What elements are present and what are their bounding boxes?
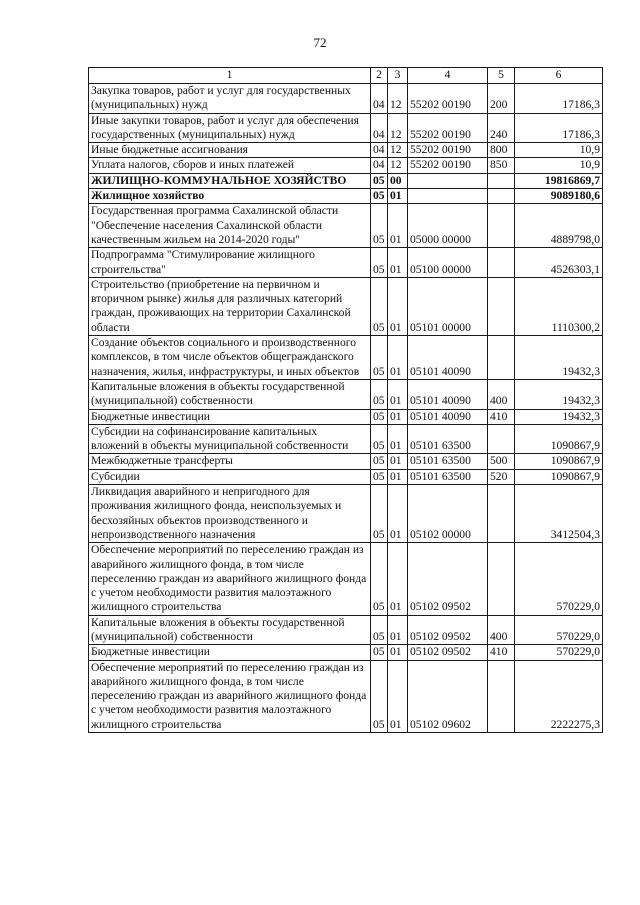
page-number: 72 [313,35,327,50]
row-section-cell: 05 [371,336,388,380]
row-amount-cell: 10,9 [515,143,603,158]
row-section-cell: 05 [371,660,388,732]
row-name-cell: Строительство (приобретение на первичном и вторичном рынке) жилья для различных категорий граждан, проживающих на территории Сахалинской области [89,277,371,335]
row-section-cell: 05 [371,248,388,278]
row-amount-cell: 1090867,9 [515,454,603,469]
row-amount-cell: 570229,0 [515,645,603,660]
row-subsection-cell: 01 [388,485,408,543]
row-section-cell: 05 [371,469,388,484]
row-amount-cell: 4889798,0 [515,204,603,248]
column-header-4: 4 [408,68,488,84]
row-amount-cell: 1110300,2 [515,277,603,335]
row-target-article-cell: 55202 00190 [408,113,488,143]
row-subsection-cell: 01 [388,615,408,645]
table-row [89,485,603,543]
row-subsection-cell: 01 [388,454,408,469]
row-name-cell: Ликвидация аварийного и непригодного для проживания жилищного фонда, неиспользуемых и бесхозяйных объектов производственного и непроизводственного назначения [89,485,371,543]
row-target-article-cell: 05101 40090 [408,409,488,424]
row-expense-type-cell: 240 [488,113,515,143]
row-section-cell: 05 [371,485,388,543]
column-header-3: 3 [388,68,408,84]
column-header-6: 6 [515,68,603,84]
row-name-cell: Бюджетные инвестиции [89,645,371,660]
row-amount-cell: 19432,3 [515,336,603,380]
column-header-1: 1 [89,68,371,84]
table-row [89,645,603,660]
row-subsection-cell: 12 [388,113,408,143]
table-row [89,379,603,409]
row-amount-cell: 1090867,9 [515,469,603,484]
row-section-cell: 05 [371,189,388,204]
row-amount-cell: 2222275,3 [515,660,603,732]
row-section-cell: 05 [371,173,388,188]
row-target-article-cell: 05101 63500 [408,469,488,484]
row-section-cell: 05 [371,615,388,645]
row-section-cell: 05 [371,277,388,335]
row-name-cell: Обеспечение мероприятий по переселению граждан из аварийного жилищного фонда, в том числе переселению граждан из аварийного жилищного фонда с учетом необходимости развития малоэтажного жилищного строительства [89,660,371,732]
row-name-cell: Государственная программа Сахалинской области "Обеспечение населения Сахалинской области качественным жильем на 2014-2020 годы" [89,204,371,248]
row-amount-cell: 570229,0 [515,615,603,645]
row-name-cell: Капитальные вложения в объекты государственной (муниципальной) собственности [89,615,371,645]
row-name-cell: ЖИЛИЩНО-КОММУНАЛЬНОЕ ХОЗЯЙСТВО [89,173,371,188]
row-amount-cell: 19432,3 [515,379,603,409]
row-target-article-cell: 05000 00000 [408,204,488,248]
row-section-cell: 05 [371,409,388,424]
row-expense-type-cell: 800 [488,143,515,158]
row-subsection-cell: 12 [388,84,408,114]
table-row [89,660,603,732]
row-subsection-cell: 01 [388,336,408,380]
row-expense-type-cell: 400 [488,615,515,645]
row-target-article-cell: 55202 00190 [408,84,488,114]
row-target-article-cell: 05102 09502 [408,543,488,615]
table-row [89,204,603,248]
table-row [89,277,603,335]
row-subsection-cell: 12 [388,158,408,173]
row-subsection-cell: 01 [388,277,408,335]
row-name-cell: Бюджетные инвестиции [89,409,371,424]
row-subsection-cell: 01 [388,248,408,278]
row-name-cell: Закупка товаров, работ и услуг для государственных (муниципальных) нужд [89,84,371,114]
row-subsection-cell: 12 [388,143,408,158]
row-expense-type-cell: 200 [488,84,515,114]
table-row [89,424,603,454]
column-header-5: 5 [488,68,515,84]
row-target-article-cell: 05101 40090 [408,336,488,380]
row-expense-type-cell: 850 [488,158,515,173]
row-expense-type-cell [488,248,515,278]
row-amount-cell: 9089180,6 [515,189,603,204]
table-header-row [89,68,603,84]
row-expense-type-cell: 410 [488,645,515,660]
row-name-cell: Субсидии на софинансирование капитальных вложений в объекты муниципальной собственности [89,424,371,454]
row-expense-type-cell [488,485,515,543]
row-subsection-cell: 01 [388,424,408,454]
row-target-article-cell: 05101 63500 [408,454,488,469]
row-name-cell: Иные закупки товаров, работ и услуг для обеспечения государственных (муниципальных) нужд [89,113,371,143]
row-amount-cell: 3412504,3 [515,485,603,543]
row-name-cell: Иные бюджетные ассигнования [89,143,371,158]
row-target-article-cell: 05102 09502 [408,615,488,645]
row-subsection-cell: 01 [388,660,408,732]
table-row [89,173,603,188]
table-row [89,469,603,484]
row-target-article-cell: 05101 00000 [408,277,488,335]
row-section-cell: 05 [371,424,388,454]
row-name-cell: Подпрограмма "Стимулирование жилищного строительства" [89,248,371,278]
row-name-cell: Субсидии [89,469,371,484]
table-row [89,336,603,380]
row-target-article-cell: 05102 00000 [408,485,488,543]
row-target-article-cell: 05102 09602 [408,660,488,732]
table-row [89,615,603,645]
table-row [89,113,603,143]
row-name-cell: Капитальные вложения в объекты государственной (муниципальной) собственности [89,379,371,409]
table-row [89,158,603,173]
row-expense-type-cell [488,543,515,615]
row-subsection-cell: 01 [388,543,408,615]
row-subsection-cell: 01 [388,379,408,409]
table-row [89,409,603,424]
row-expense-type-cell [488,336,515,380]
row-amount-cell: 17186,3 [515,113,603,143]
row-amount-cell: 17186,3 [515,84,603,114]
row-amount-cell: 4526303,1 [515,248,603,278]
budget-table [88,67,603,733]
table-row [89,248,603,278]
row-expense-type-cell [488,424,515,454]
table-row [89,84,603,114]
row-expense-type-cell: 500 [488,454,515,469]
row-target-article-cell: 55202 00190 [408,143,488,158]
row-subsection-cell: 01 [388,409,408,424]
row-expense-type-cell [488,173,515,188]
row-expense-type-cell [488,189,515,204]
row-subsection-cell: 01 [388,204,408,248]
row-section-cell: 05 [371,204,388,248]
row-amount-cell: 19816869,7 [515,173,603,188]
row-subsection-cell: 01 [388,189,408,204]
row-subsection-cell: 01 [388,645,408,660]
row-expense-type-cell: 520 [488,469,515,484]
row-amount-cell: 570229,0 [515,543,603,615]
row-section-cell: 05 [371,379,388,409]
row-name-cell: Жилищное хозяйство [89,189,371,204]
table-row [89,454,603,469]
table-body [89,84,603,733]
table-row [89,143,603,158]
row-section-cell: 04 [371,113,388,143]
row-section-cell: 05 [371,543,388,615]
row-name-cell: Обеспечение мероприятий по переселению граждан из аварийного жилищного фонда, в том числе переселению граждан из аварийного жилищного фонда с учетом необходимости развития малоэтажного жилищного строительства [89,543,371,615]
column-header-2: 2 [371,68,388,84]
row-target-article-cell [408,173,488,188]
row-amount-cell: 19432,3 [515,409,603,424]
row-target-article-cell [408,189,488,204]
row-subsection-cell: 00 [388,173,408,188]
row-expense-type-cell [488,660,515,732]
row-target-article-cell: 05100 00000 [408,248,488,278]
row-amount-cell: 10,9 [515,158,603,173]
table-row [89,189,603,204]
row-target-article-cell: 05101 40090 [408,379,488,409]
row-expense-type-cell [488,277,515,335]
row-target-article-cell: 05101 63500 [408,424,488,454]
row-amount-cell: 1090867,9 [515,424,603,454]
row-expense-type-cell [488,204,515,248]
row-expense-type-cell: 400 [488,379,515,409]
row-section-cell: 04 [371,158,388,173]
row-target-article-cell: 05102 09502 [408,645,488,660]
row-subsection-cell: 01 [388,469,408,484]
row-target-article-cell: 55202 00190 [408,158,488,173]
row-section-cell: 04 [371,143,388,158]
row-name-cell: Создание объектов социального и производственного комплексов, в том числе объектов общегражданского назначения, жилья, инфраструктуры, и иных объектов [89,336,371,380]
table-row [89,543,603,615]
row-name-cell: Уплата налогов, сборов и иных платежей [89,158,371,173]
row-section-cell: 05 [371,645,388,660]
row-name-cell: Межбюджетные трансферты [89,454,371,469]
row-expense-type-cell: 410 [488,409,515,424]
row-section-cell: 05 [371,454,388,469]
row-section-cell: 04 [371,84,388,114]
